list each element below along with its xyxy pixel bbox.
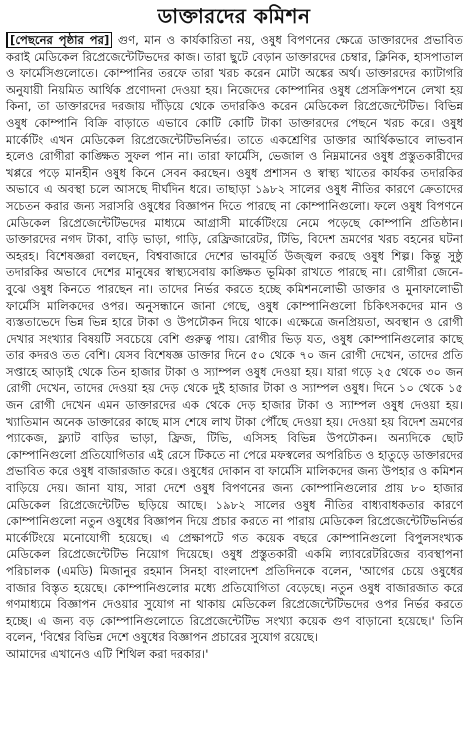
page-cut-edge xyxy=(0,750,468,756)
kicker-text: পেছনের পৃষ্ঠার পর xyxy=(15,33,105,47)
continued-from-back-page-label: [পেছনের পৃষ্ঠার পর] xyxy=(6,32,112,48)
article-paragraph: গুণ, মান ও কার্যকারিতা নয়, ওষুধ বিপণনের ক্ষেত্রে ডাক্তারদের প্রভাবিত করাই মেডিকেল রিপ্রেজেন্টেটিভদের কাজ। তারা ছুটে বেড়ান ডাক্তারদের চেম্বার, ক্লিনিক, হাসপাতাল ও ফার্মেসিগুলোতে। কোম্পানির তরফে তারা খরচ করেন মোটা অঙ্কের অর্থ। ডাক্তারদের ক্যাটাগরি অনুযায়ী নিয়মিত আর্থিক প্রণোদনা দেওয়া হয়। নিজেদের কোম্পানির ওষুধ প্রেসক্রিপশনে লেখা হয় কিনা, তা ডাক্তারদের দরজায় দাঁড়িয়ে থেকে তদারকিও করেন মেডিকেল রিপ্রেজেন্টেটিভ। বিভিন্ন ওষুধ কোম্পানি বিক্রি বাড়াতে এভাবে কোটি কোটি টাকা ডাক্তারদের পেছনে খরচ করে। ওষুধ মার্কেটিং এখন মেডিকেল রিপ্রেজেন্টেটিভনির্ভর। তাতে একশ্রেণির ডাক্তার আর্থিকভাবে লাভবান হলেও রোগীরা কাঙ্ক্ষিত সুফল পান না। তারা ফার্মেসি, ভেজাল ও নিম্নমানের ওষুধ প্রস্তুতকারীদের খপ্পরে পড়ে মানহীন ওষুধ কিনে সেবন করছেন। ওষুধ প্রশাসন ও স্বাস্থ্য খাতের কার্যকর তদারকির অভাবে এ অবস্থা চলে আসছে দীর্ঘদিন ধরে। তাছাড়া ১৯৮২ সালের ওষুধ নীতির কারণে ক্রেতাদের সচেতন করার জন্য সরাসরি ওষুধের বিজ্ঞাপন দিতে পারছে না কোম্পানিগুলো। ফলে ওষুধ বিপণনে মেডিকেল রিপ্রেজেন্টেটিভদের মাধ্যমে আগ্রাসী মার্কেটিংয়ে নেমে পড়েছে কোম্পানি প্রতিষ্ঠান। ডাক্তারদের নগদ টাকা, বাড়ি ভাড়া, গাড়ি, রেফ্রিজারেটর, টিভি, বিদেশ ভ্রমণের খরচ বহনের ঘটনা অহরহ। বিশেষজ্ঞরা বলছেন, বিশ্ববাজারে দেশের ভাবমূর্তি উজ্জ্বল করছে ওষুধ শিল্প। কিন্তু সুষ্ঠু তদারকির অভাবে দেশের মানুষের স্বাস্থ্যসেবায় কাঙ্ক্ষিত ভূমিকা রাখতে পারছে না। রোগীরা জেনে-বুঝে ওষুধ কিনতে পারছেন না। তাদের নির্ভর করতে হচ্ছে কমিশনলোভী ডাক্তার ও মুনাফালোভী ফার্মেসি মালিকদের ওপর। অনুসন্ধানে জানা গেছে, ওষুধ কোম্পানিগুলো চিকিৎসকদের মান ও ব্যস্ততাভেদে ভিন্ন ভিন্ন হারে টাকা ও উপঢৌকন দিয়ে থাকে। এক্ষেত্রে জনপ্রিয়তা, অবস্থান ও রোগী দেখার সংখ্যার বিষয়টি সবচেয়ে বেশি গুরুত্ব পায়। রোগীর ভিড় যত, ওষুধ কোম্পানিগুলোর কাছে তার কদরও তত বেশি। যেসব বিশেষজ্ঞ ডাক্তার দিনে ৫০ থেকে ৭০ জন রোগী দেখেন, তাদের প্রতি সপ্তাহে আড়াই থেকে তিন হাজার টাকা ও স্যাম্পল ওষুধ দেওয়া হয়। যারা গড়ে ২৫ থেকে ৩০ জন রোগী দেখেন, তাদের দেওয়া হয় দেড় থেকে দুই হাজার টাকা ও স্যাম্পল ওষুধ। দিনে ১০ থেকে ১৫ জন রোগী দেখেন এমন ডাক্তারদের এক থেকে দেড় হাজার টাকা ও স্যাম্পল ওষুধ দেওয়া হয়। খ্যাতিমান অনেক ডাক্তারের কাছে মাস শেষে লাখ টাকা পৌঁছে দেওয়া হয়। দেওয়া হয় বিদেশ ভ্রমণের প্যাকেজ, ফ্ল্যাট বাড়ির ভাড়া, ফ্রিজ, টিভি, এসিসহ বিভিন্ন উপঢৌকন। অন্যদিকে ছোট কোম্পানিগুলো প্রতিযোগিতার এই রেসে টিকতে না পেরে মফস্বলের অপরিচিত ও হাতুড়ে ডাক্তারদের প্রভাবিত করে ওষুধ বাজারজাত করে। ওষুধের দোকান বা ফার্মেসি মালিকদের জন্য উপহার ও কমিশন বাড়িয়ে দেয়। জানা যায়, সারা দেশে ওষুধ বিপণনের জন্য কোম্পানিগুলোর প্রায় ৮০ হাজার মেডিকেল রিপ্রেজেন্টেটিভ ছড়িয়ে আছে। ১৯৮২ সালের ওষুধ নীতির বাধ্যবাধকতার কারণে কোম্পানিগুলো নতুন ওষুধের বিজ্ঞাপন দিয়ে প্রচার করতে না পারায় মেডিকেল রিপ্রেজেন্টেটিভনির্ভর মার্কেটিংয়ে মনোযোগী হয়েছে। এ প্রেক্ষাপটে গত কয়েক বছরে কোম্পানিগুলো বিপুলসংখ্যক মেডিকেল রিপ্রেজেন্টেটিভ নিয়োগ দিয়েছে। ওষুধ প্রস্তুতকারী একমি ল্যাবরেটরিজের ব্যবস্থাপনা পরিচালক (এমডি) মিজানুর রহমান সিনহা বাংলাদেশ প্রতিদিনকে বলেন, 'আগের চেয়ে ওষুধের বাজার বিস্তৃত হয়েছে। কোম্পানিগুলোর মধ্যে প্রতিযোগিতা বেড়েছে। নতুন ওষুধ বাজারজাত করে গণমাধ্যমে বিজ্ঞাপন দেওয়ার সুযোগ না থাকায় মেডিকেল রিপ্রেজেন্টেটিভদের ওপর নির্ভর করতে হচ্ছে। এ জন্য বড় কোম্পানিগুলোতে রিপ্রেজেন্টেটিভ সংখ্যা কয়েক গুণ বাড়ানো হয়েছে।' তিনি বলেন, 'বিশ্বের বিভিন্ন দেশে ওষুধের বিজ্ঞাপন প্রচারের সুযোগ রয়েছে। xyxy=(6,33,463,645)
article-headline: ডাক্তারদের কমিশন xyxy=(157,4,311,28)
article-paragraph-cut: আমাদের এখানেও এটি শিথিল করা দরকার।' xyxy=(6,646,209,661)
article-body xyxy=(0,32,468,663)
